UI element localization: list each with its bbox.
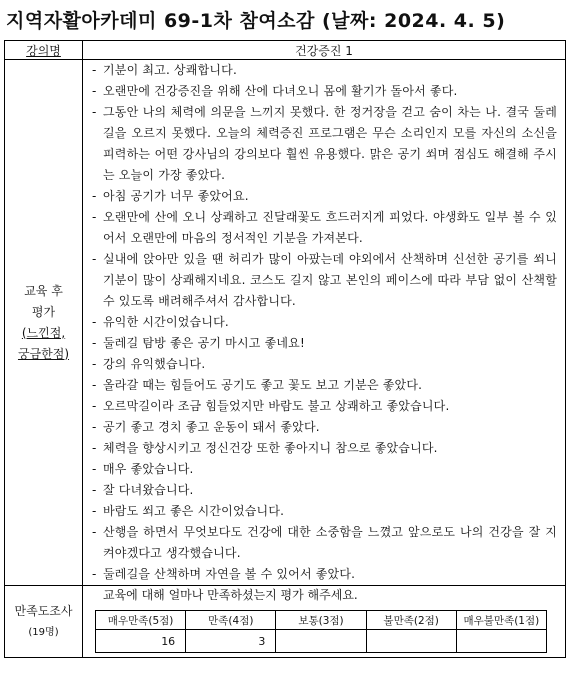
feedback-item: - 매우 좋았습니다. xyxy=(83,459,557,480)
feedback-item: - 오랜만에 건강증진을 위해 산에 다녀오니 몸에 활기가 돌아서 좋다. xyxy=(83,81,557,102)
survey-value-cell xyxy=(366,630,456,653)
survey-row xyxy=(5,586,566,658)
feedback-item: - 올라갈 때는 힘들어도 공기도 좋고 꽃도 보고 기분은 좋았다. xyxy=(83,375,557,396)
feedback-table xyxy=(4,40,566,658)
survey-value-cell: 3 xyxy=(186,630,276,653)
survey-header-cell: 불만족(2점) xyxy=(366,611,456,630)
feedback-item: - 산행을 하면서 무엇보다도 건강에 대한 소중함을 느꼈고 앞으로도 나의 건강을 잘 지켜야겠다고 생각했습니다. xyxy=(83,522,557,564)
course-header-row xyxy=(5,41,566,60)
survey-value-cell xyxy=(276,630,366,653)
feedback-row xyxy=(5,60,566,586)
survey-question: 교육에 대해 얼마나 만족하셨는지 평가 해주세요. xyxy=(103,588,358,602)
course-name: 건강증진 1 xyxy=(83,41,566,60)
feedback-label xyxy=(5,60,83,586)
survey-header-row xyxy=(96,611,547,630)
feedback-item: - 아침 공기가 너무 좋았어요. xyxy=(83,186,557,207)
survey-label: 만족도조사 xyxy=(14,603,73,618)
feedback-label-line: 궁금한점) xyxy=(17,346,70,361)
feedback-label-line: 교육 후 xyxy=(24,283,63,298)
survey-table xyxy=(95,610,547,653)
feedback-item: - 오랜만에 산에 오니 상쾌하고 진달래꽃도 흐드러지게 피었다. 야생화도 일부 볼 수 있어서 오랜만에 마음의 정서적인 기분을 가져본다. xyxy=(83,207,557,249)
feedback-item: - 기분이 최고. 상쾌합니다. xyxy=(83,60,557,81)
feedback-item: - 오르막길이라 조금 힘들었지만 바람도 불고 상쾌하고 좋았습니다. xyxy=(83,396,557,417)
survey-header-cell: 매우불만족(1점) xyxy=(456,611,546,630)
feedback-item: - 유익한 시간이었습니다. xyxy=(83,312,557,333)
survey-count: (19명) xyxy=(28,626,59,638)
survey-header-cell: 보통(3점) xyxy=(276,611,366,630)
feedback-item: - 공기 좋고 경치 좋고 운동이 돼서 좋았다. xyxy=(83,417,557,438)
survey-label-cell xyxy=(5,586,83,658)
feedback-label-line: 평가 xyxy=(31,304,56,319)
feedback-item: - 잘 다녀왔습니다. xyxy=(83,480,557,501)
survey-value-cell xyxy=(456,630,546,653)
survey-header-cell: 만족(4점) xyxy=(186,611,276,630)
feedback-item: - 둘레길을 산책하며 자연을 볼 수 있어서 좋았다. xyxy=(83,564,557,585)
feedback-list xyxy=(83,60,565,585)
survey-value-cell: 16 xyxy=(96,630,186,653)
feedback-item: - 강의 유익했습니다. xyxy=(83,354,557,375)
feedback-item: - 바람도 쐬고 좋은 시간이었습니다. xyxy=(83,501,557,522)
feedback-item: - 그동안 나의 체력에 의문을 느끼지 못했다. 한 정거장을 걷고 숨이 차는 나. 결국 둘레길을 오르지 못했다. 오늘의 체력증진 프로그램은 무슨 소리인지 모를 자신의 소신을 피력하는 어떤 강사님의 강의보다 훨씬 유용했다. 맑은 공기 쐬며 점심도 해결해 주시는 오늘이 가장 좋았다. xyxy=(83,102,557,186)
survey-header-cell: 매우만족(5점) xyxy=(96,611,186,630)
survey-values-row xyxy=(96,630,547,653)
feedback-item: - 둘레길 탐방 좋은 공기 마시고 좋네요! xyxy=(83,333,557,354)
feedback-item: - 체력을 향상시키고 정신건강 또한 좋아지니 참으로 좋았습니다. xyxy=(83,438,557,459)
course-label: 강의명 xyxy=(26,43,61,58)
feedback-item: - 실내에 앉아만 있을 땐 허리가 많이 아팠는데 야외에서 산책하며 신선한 공기를 쐬니 기분이 많이 상쾌해지네요. 코스도 길지 않고 본인의 페이스에 따라 부담 없이 산책할 수 있도록 배려해주셔서 감사합니다. xyxy=(83,249,557,312)
feedback-label-line: (느낀점, xyxy=(21,325,66,340)
page-title: 지역자활아카데미 69-1차 참여소감 (날짜: 2024. 4. 5) xyxy=(6,10,506,32)
